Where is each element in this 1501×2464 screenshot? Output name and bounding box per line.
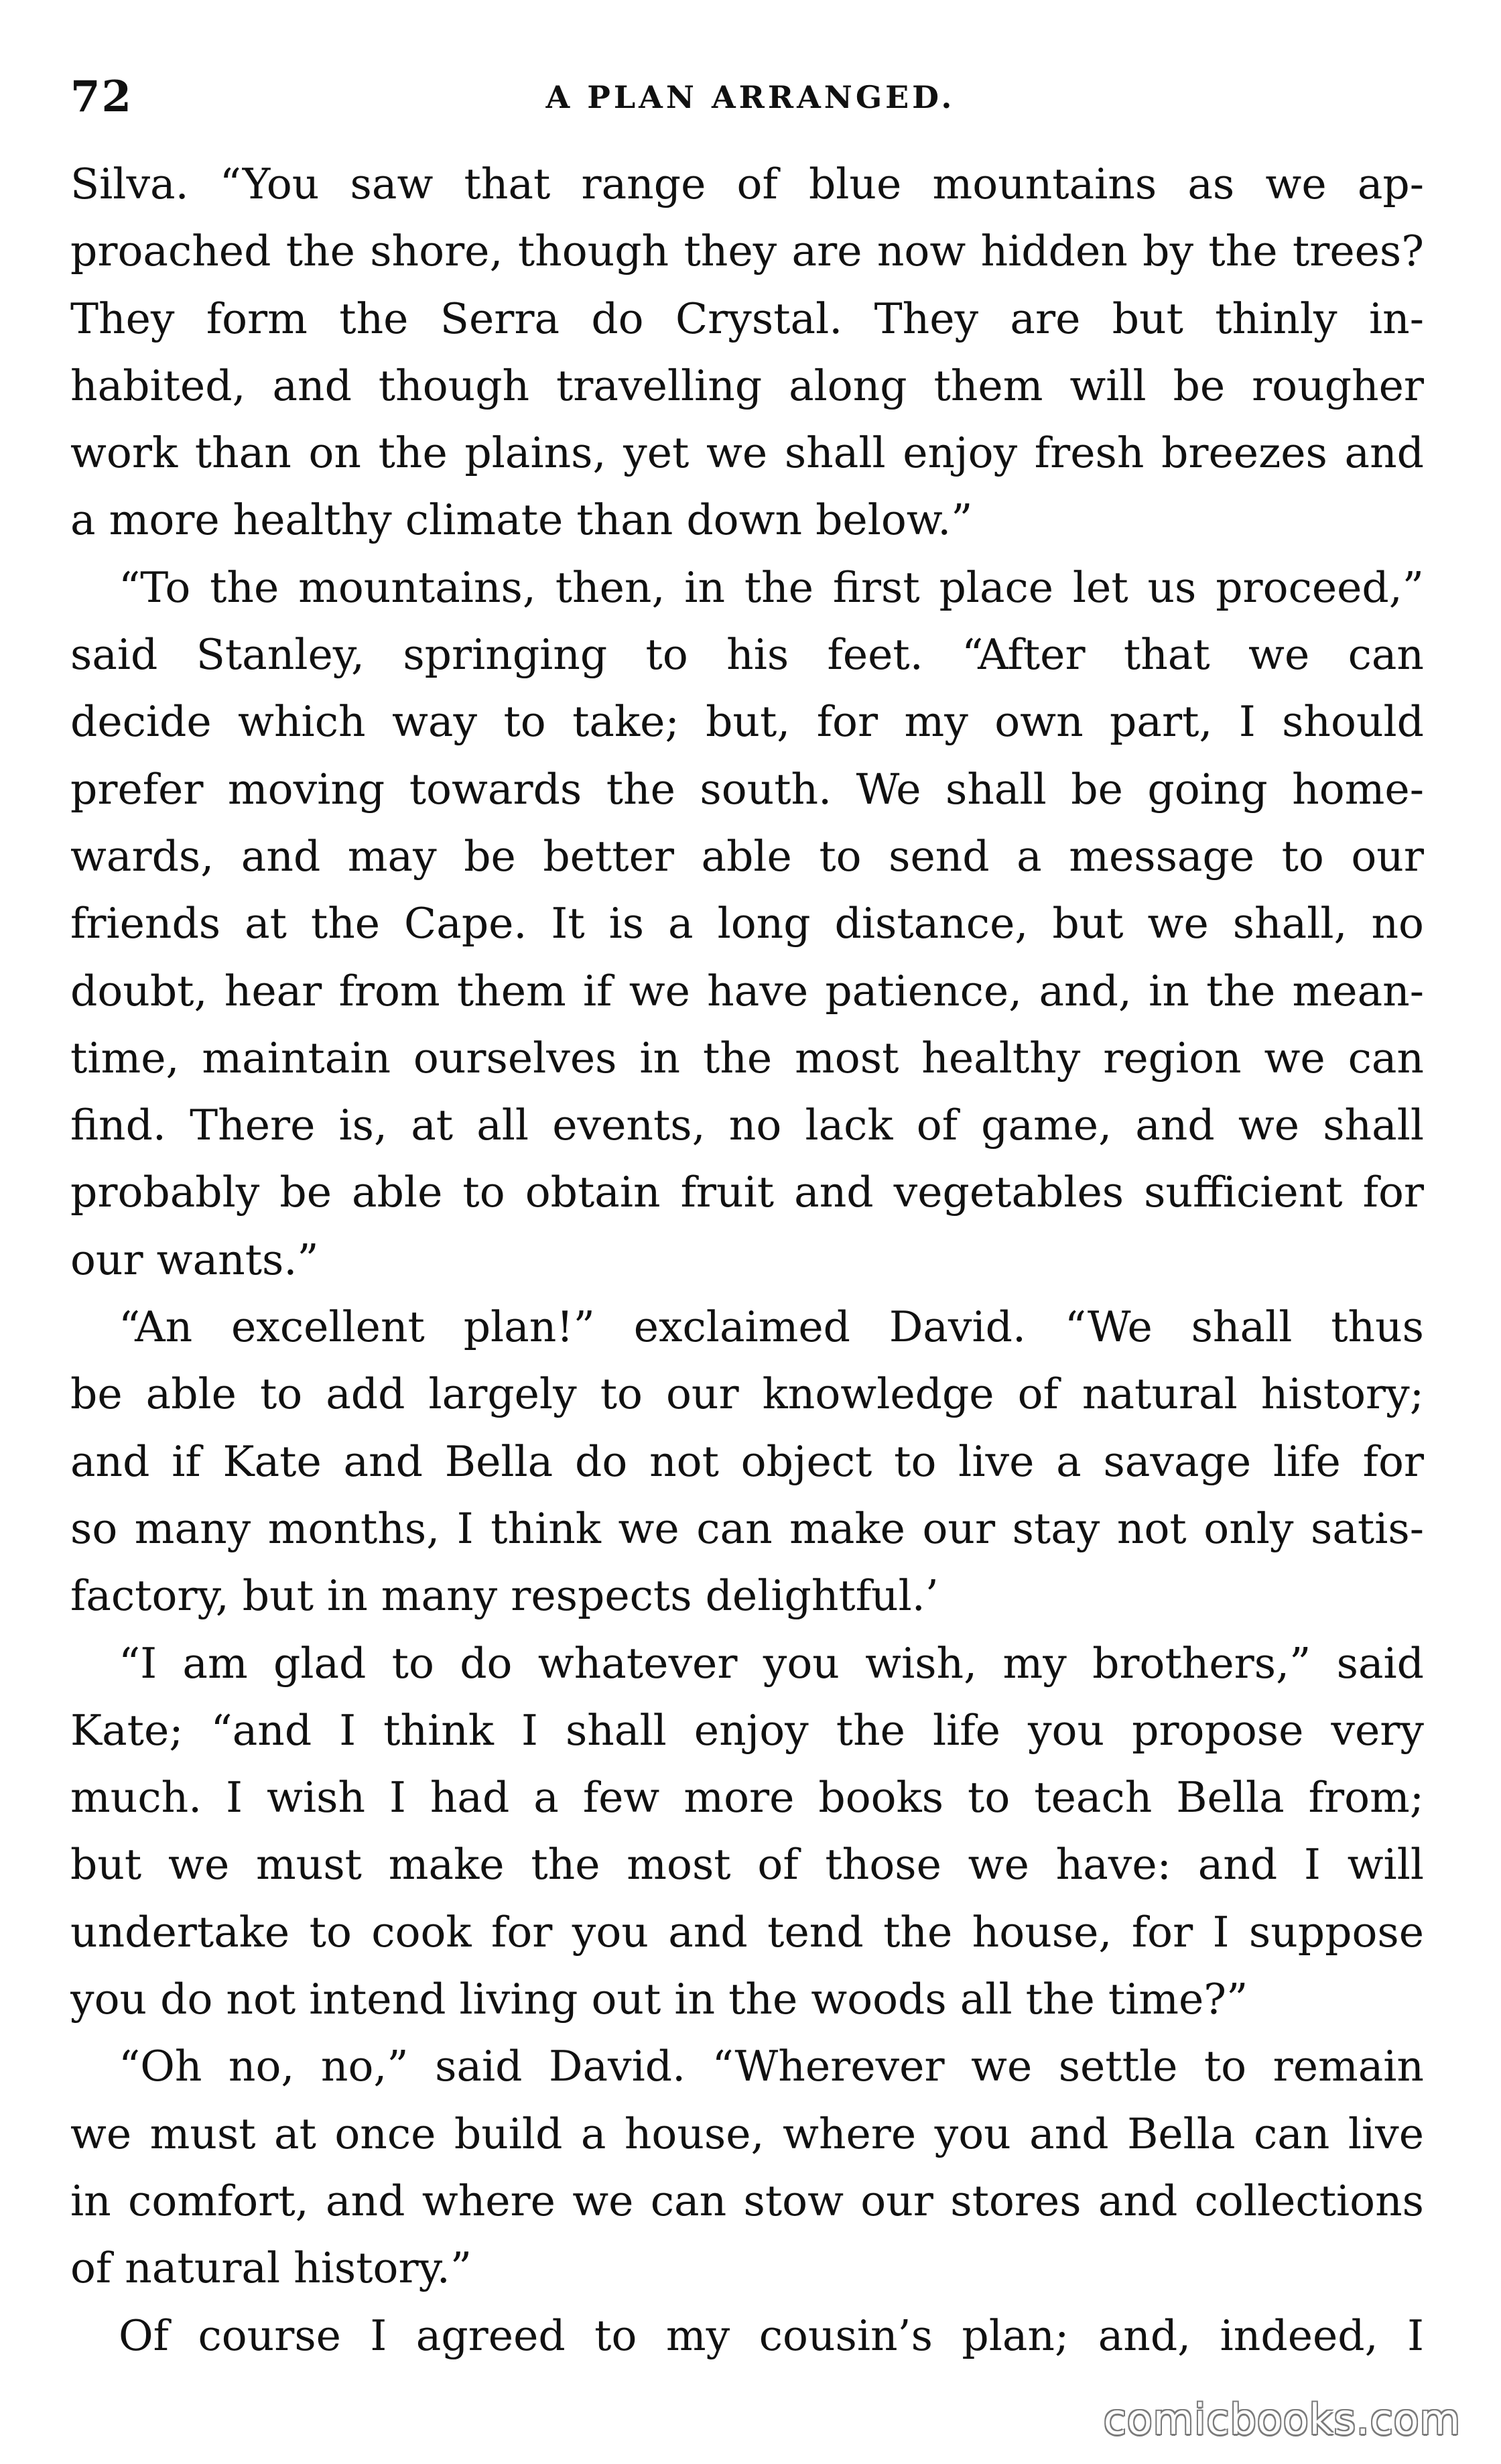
text-line: Of course I agreed to my cousin’s plan; and, indeed, I — [119, 2311, 1424, 2360]
text-line: decide which way to take; but, for my own part, I should — [70, 697, 1424, 747]
text-line: habited, and though travelling along them will be rougher — [70, 361, 1424, 410]
text-line: undertake to cook for you and tend the house, for I suppose — [70, 1907, 1424, 1957]
text-line: said Stanley, springing to his feet. “After that we can — [70, 630, 1424, 680]
text-line: much. I wish I had a few more books to teach Bella from; — [70, 1773, 1424, 1823]
text-line: our wants.” — [70, 1235, 319, 1284]
text-line: friends at the Cape. It is a long distance, but we shall, no — [70, 899, 1424, 948]
text-line: “I am glad to do whatever you wish, my brothers,” said — [119, 1638, 1424, 1688]
text-line: “To the mountains, then, in the first place let us proceed,” — [119, 562, 1424, 612]
page-number: 72 — [70, 72, 133, 122]
text-line: proached the shore, though they are now hidden by the trees? — [70, 227, 1424, 276]
text-line: be able to add largely to our knowledge of natural history; — [70, 1369, 1424, 1419]
text-line: a more healthy climate than down below.” — [70, 495, 973, 545]
text-line: prefer moving towards the south. We shall be going home- — [70, 764, 1424, 814]
text-line: They form the Serra do Crystal. They are but thinly in- — [70, 294, 1424, 343]
text-line: in comfort, and where we can stow our stores and collections — [70, 2176, 1424, 2225]
text-line: doubt, hear from them if we have patience, and, in the mean- — [70, 966, 1424, 1015]
text-line: of natural history.” — [70, 2243, 472, 2293]
running-head: A PLAN ARRANGED. — [545, 79, 956, 115]
text-line: but we must make the most of those we have: and I will — [70, 1840, 1424, 1890]
watermark: comicbooks.com — [1103, 2395, 1461, 2444]
text-line: time, maintain ourselves in the most healthy region we can — [70, 1033, 1424, 1083]
text-line: we must at once build a house, where you and Bella can live — [70, 2109, 1424, 2158]
text-line: and if Kate and Bella do not object to live a savage life for — [70, 1436, 1424, 1486]
text-line: wards, and may be better able to send a message to our — [70, 831, 1424, 881]
text-line: “Oh no, no,” said David. “Wherever we settle to remain — [119, 2042, 1424, 2091]
text-line: find. There is, at all events, no lack of game, and we shall — [70, 1101, 1424, 1150]
text-line: so many months, I think we can make our stay not only satis- — [70, 1503, 1424, 1553]
text-line: “An excellent plan!” exclaimed David. “We shall thus — [119, 1302, 1424, 1352]
body-text — [70, 151, 1424, 2369]
text-line: Kate; “and I think I shall enjoy the life you propose very — [70, 1705, 1424, 1755]
text-line: you do not intend living out in the woods all the time?” — [70, 1975, 1248, 2024]
text-line: work than on the plains, yet we shall enjoy fresh breezes and — [70, 428, 1424, 478]
text-line: factory, but in many respects delightful.’ — [70, 1571, 939, 1621]
text-line: probably be able to obtain fruit and vegetables sufficient for — [70, 1168, 1424, 1217]
page-header — [70, 57, 1431, 137]
text-line: Silva. “You saw that range of blue mountains as we ap- — [70, 160, 1424, 208]
